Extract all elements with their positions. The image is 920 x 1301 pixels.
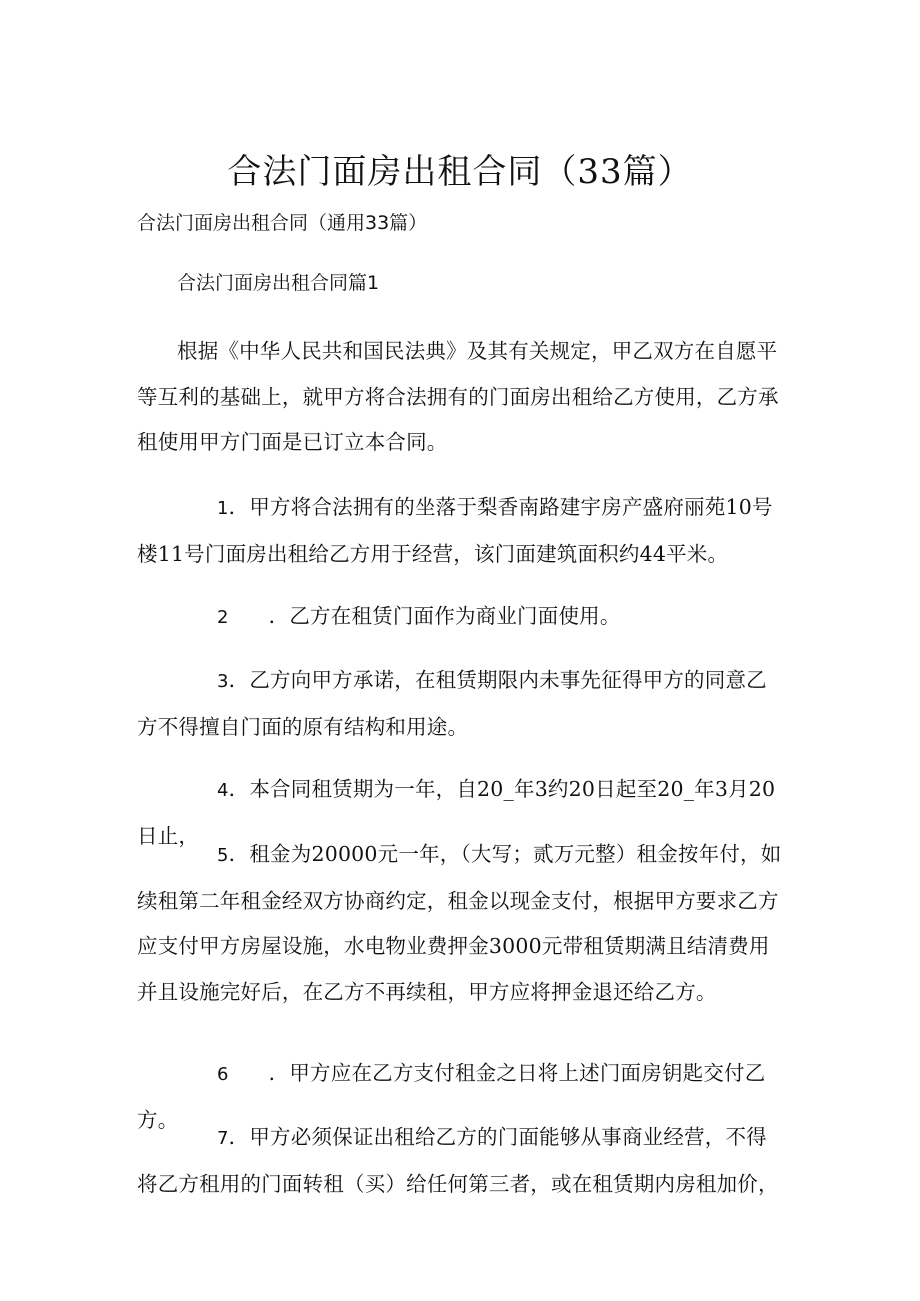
clause-text: ．甲方应在乙方支付租金之日将上述门面房钥匙交付乙方。 bbox=[137, 1061, 766, 1132]
clause-text: ．乙方向甲方承诺，在租赁期限内未事先征得甲方的同意乙方不得擅自门面的原有结构和用途。 bbox=[137, 668, 767, 739]
clause-3 bbox=[137, 658, 787, 750]
clause-5 bbox=[137, 832, 787, 1015]
clause-number: 6 bbox=[217, 1064, 229, 1085]
clause-7 bbox=[137, 1115, 787, 1207]
clause-number: 7 bbox=[217, 1128, 229, 1149]
clause-text: ．乙方在租赁门面作为商业门面使用。 bbox=[268, 604, 621, 628]
document-subtitle: 合法门面房出租合同（通用33篇） bbox=[137, 212, 428, 234]
clause-number: 4 bbox=[217, 780, 229, 801]
clause-number: 3 bbox=[217, 671, 229, 692]
clause-number: 2 bbox=[217, 607, 229, 628]
clause-1 bbox=[137, 485, 787, 577]
clause-text: ．租金为20000元一年，（大写；贰万元整）租金按年付，如续租第二年租金经双方协商约定，租金以现金支付，根据甲方要求乙方应支付甲方房屋设施，水电物业费押金3000元带租赁期满且结清费用并且设施完好后，在乙方不再续租，甲方应将押金退还给乙方。 bbox=[137, 842, 782, 1004]
clause-text: ．甲方将合法拥有的坐落于梨香南路建宇房产盛府丽苑10号楼11号门面房出租给乙方用于经营，该门面建筑面积约44平米。 bbox=[137, 495, 773, 566]
clause-2 bbox=[137, 594, 787, 641]
clause-text: ．甲方必须保证出租给乙方的门面能够从事商业经营，不得将乙方租用的门面转租（买）给任何第三者，或在租赁期内房租加价， bbox=[137, 1125, 779, 1196]
document-title: 合法门面房出租合同（33篇） bbox=[227, 152, 693, 192]
clause-text: ．本合同租赁期为一年，自20_年3约20日起至20_年3月20日止， bbox=[137, 777, 776, 848]
clause-number: 1 bbox=[217, 498, 229, 519]
intro-paragraph: 根据《中华人民共和国民法典》及其有关规定，甲乙双方在自愿平等互利的基础上，就甲方将合法拥有的门面房出租给乙方使用，乙方承租使用甲方门面是已订立本合同。 bbox=[137, 339, 779, 454]
section-heading: 合法门面房出租合同篇1 bbox=[177, 272, 380, 294]
clause-number: 5 bbox=[217, 845, 229, 866]
